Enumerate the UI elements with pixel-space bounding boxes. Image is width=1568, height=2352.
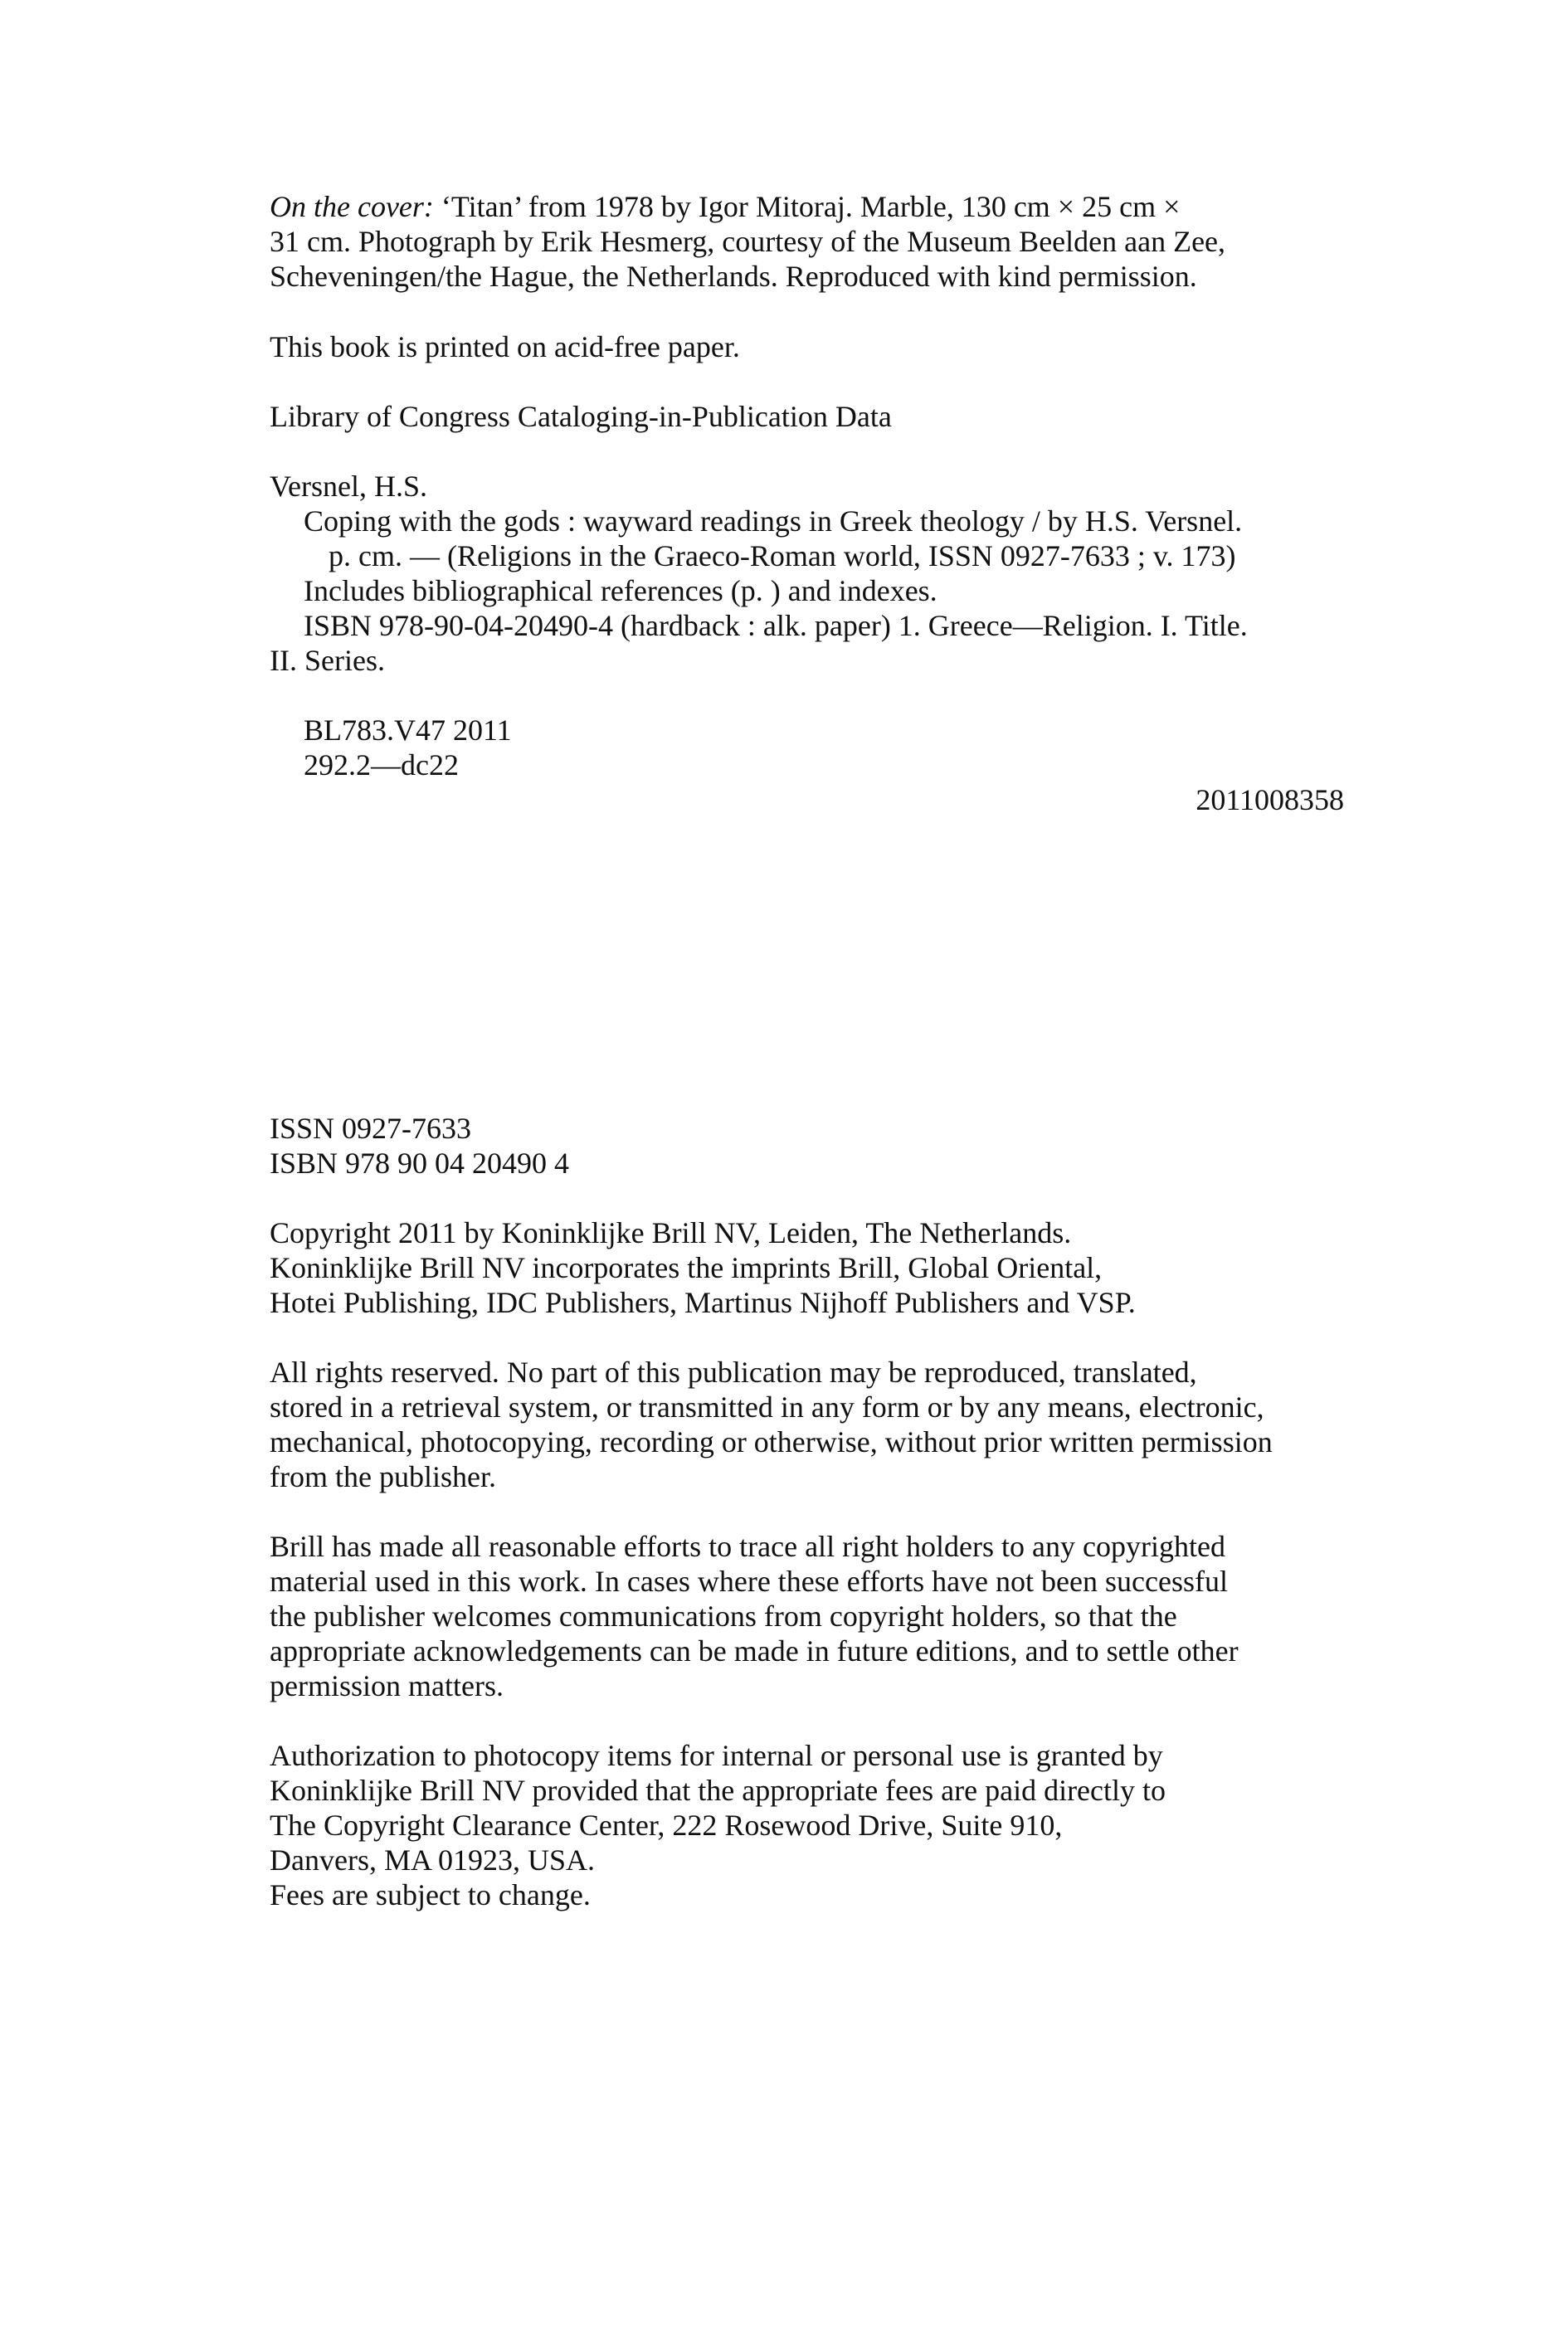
cover-note-label: On the cover: <box>270 190 434 223</box>
authorization-line-4: Danvers, MA 01923, USA. <box>270 1843 595 1877</box>
efforts-line-5: permission matters. <box>270 1669 504 1702</box>
efforts-line-4: appropriate acknowledgements can be made in future editions, and to settle other <box>270 1634 1239 1668</box>
rights-line-4: from the publisher. <box>270 1460 496 1493</box>
cover-note-line-3: Scheveningen/the Hague, the Netherlands. Reproduced with kind permission. <box>270 260 1197 293</box>
cip-series-line: p. cm. — (Religions in the Graeco-Roman world, ISSN 0927-7633 ; v. 173) <box>329 539 1236 572</box>
efforts-line-1: Brill has made all reasonable efforts to trace all right holders to any copyrighted <box>270 1530 1225 1563</box>
efforts-line-2: material used in this work. In cases where these efforts have not been successful <box>270 1565 1228 1598</box>
cip-heading: Library of Congress Cataloging-in-Publication Data <box>270 400 892 433</box>
cip-bibliography-line: Includes bibliographical references (p. ) and indexes. <box>304 574 937 607</box>
copyright-line-3: Hotei Publishing, IDC Publishers, Martinus Nijhoff Publishers and VSP. <box>270 1286 1136 1319</box>
cip-author: Versnel, H.S. <box>270 470 427 503</box>
copyright-line-2: Koninklijke Brill NV incorporates the imprints Brill, Global Oriental, <box>270 1251 1103 1284</box>
rights-line-2: stored in a retrieval system, or transmitted in any form or by any means, electronic, <box>270 1390 1264 1424</box>
cip-lc-class: BL783.V47 2011 <box>304 713 512 747</box>
efforts-line-3: the publisher welcomes communications from copyright holders, so that the <box>270 1600 1177 1633</box>
authorization-line-1: Authorization to photocopy items for internal or personal use is granted by <box>270 1739 1163 1772</box>
cip-dewey: 292.2—dc22 <box>304 748 459 782</box>
authorization-line-3: The Copyright Clearance Center, 222 Rosewood Drive, Suite 910, <box>270 1809 1063 1842</box>
isbn-line: ISBN 978 90 04 20490 4 <box>270 1147 570 1180</box>
authorization-line-2: Koninklijke Brill NV provided that the appropriate fees are paid directly to <box>270 1774 1166 1807</box>
cip-title-line: Coping with the gods : wayward readings in Greek theology / by H.S. Versnel. <box>304 504 1243 538</box>
cip-isbn-line: ISBN 978-90-04-20490-4 (hardback : alk. paper) 1. Greece—Religion. I. Title. <box>304 609 1248 642</box>
cover-note-text: ‘Titan’ from 1978 by Igor Mitoraj. Marble, 130 cm × 25 cm × <box>433 190 1181 223</box>
cip-series-continued: II. Series. <box>270 644 385 677</box>
cover-note-line-2: 31 cm. Photograph by Erik Hesmerg, courtesy of the Museum Beelden aan Zee, <box>270 225 1226 258</box>
copyright-line-1: Copyright 2011 by Koninklijke Brill NV, Leiden, The Netherlands. <box>270 1216 1072 1249</box>
rights-line-3: mechanical, photocopying, recording or otherwise, without prior written permission <box>270 1425 1273 1458</box>
paper-note: This book is printed on acid-free paper. <box>270 330 740 363</box>
cover-note-line-1 <box>270 189 1180 224</box>
authorization-line-5: Fees are subject to change. <box>270 1878 591 1911</box>
issn-line: ISSN 0927-7633 <box>270 1112 472 1145</box>
rights-line-1: All rights reserved. No part of this publication may be reproduced, translated, <box>270 1356 1197 1389</box>
cip-lccn: 2011008358 <box>1195 783 1344 816</box>
